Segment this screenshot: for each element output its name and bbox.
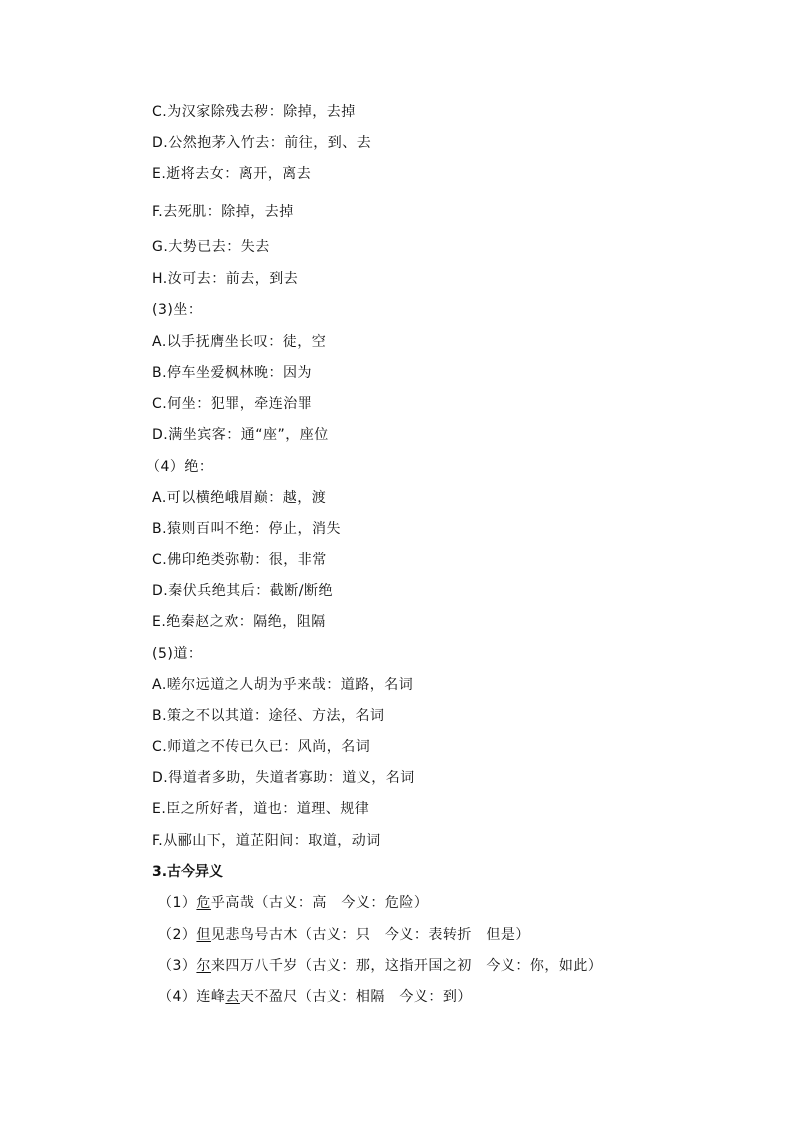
definition-line: E.绝秦赵之欢：隔绝，阻隔 (152, 614, 326, 630)
definition-line: B.猿则百叫不绝：停止，消失 (152, 521, 342, 537)
definition-line: D.秦伏兵绝其后：截断/断绝 (152, 583, 333, 599)
item-text: 见悲鸟号古木（古义：只 今义：表转折 但是） (210, 927, 530, 943)
definition-line: E.臣之所好者，道也：道理、规律 (152, 801, 370, 817)
definition-line: A.以手抚膺坐长叹：徒，空 (152, 334, 327, 350)
item-number: （4） (158, 989, 197, 1005)
definition-line: G.大势已去：失去 (152, 239, 270, 255)
definition-line: H.汝可去：前去，到去 (152, 271, 299, 287)
ancient-modern-item (158, 894, 428, 912)
definition-line: C.为汉家除残去秽：除掉，去掉 (152, 104, 356, 120)
group-title-jue: （4）绝： (146, 459, 214, 475)
key-word: 去 (225, 989, 240, 1005)
definition-line: C.何坐：犯罪，牵连治罪 (152, 396, 313, 412)
item-number: （2） (158, 927, 197, 943)
key-word: 危 (196, 895, 211, 911)
item-number: （1） (158, 895, 197, 911)
definition-line: E.逝将去女：离开，离去 (152, 166, 312, 182)
item-prefix: 连峰 (196, 989, 226, 1005)
definition-line: C.佛印绝类弥勒：很，非常 (152, 552, 327, 568)
item-text: 来四万八千岁（古义：那，这指开国之初 今义：你，如此） (210, 958, 603, 974)
definition-line: C.师道之不传已久已：风尚，名词 (152, 739, 371, 755)
definition-line: B.停车坐爱枫林晚：因为 (152, 365, 313, 381)
definition-line: F.去死肌：除掉，去掉 (152, 204, 294, 220)
definition-line: D.得道者多助，失道者寡助：道义，名词 (152, 770, 415, 786)
key-word: 但 (196, 927, 211, 943)
item-number: （3） (158, 958, 197, 974)
section-heading: 3.古今异义 (152, 864, 224, 880)
definition-line: F.从郦山下，道芷阳间：取道，动词 (152, 833, 381, 849)
definition-line: A.可以横绝峨眉巅：越，渡 (152, 490, 327, 506)
definition-line: A.嗟尔远道之人胡为乎来哉：道路，名词 (152, 677, 414, 693)
definition-line: B.策之不以其道：途径、方法，名词 (152, 708, 385, 724)
group-title-zuo: (3)坐： (152, 302, 203, 318)
definition-line: D.满坐宾客：通“座”，座位 (152, 427, 329, 443)
item-text: 天不盈尺（古义：相隔 今义：到） (239, 989, 472, 1005)
item-text: 乎高哉（古义：高 今义：危险） (210, 895, 429, 911)
ancient-modern-item (158, 926, 530, 944)
group-title-dao: (5)道： (152, 646, 203, 662)
ancient-modern-item (158, 988, 472, 1006)
definition-line: D.公然抱茅入竹去：前往，到、去 (152, 135, 372, 151)
key-word: 尔 (196, 958, 211, 974)
ancient-modern-item (158, 957, 602, 975)
